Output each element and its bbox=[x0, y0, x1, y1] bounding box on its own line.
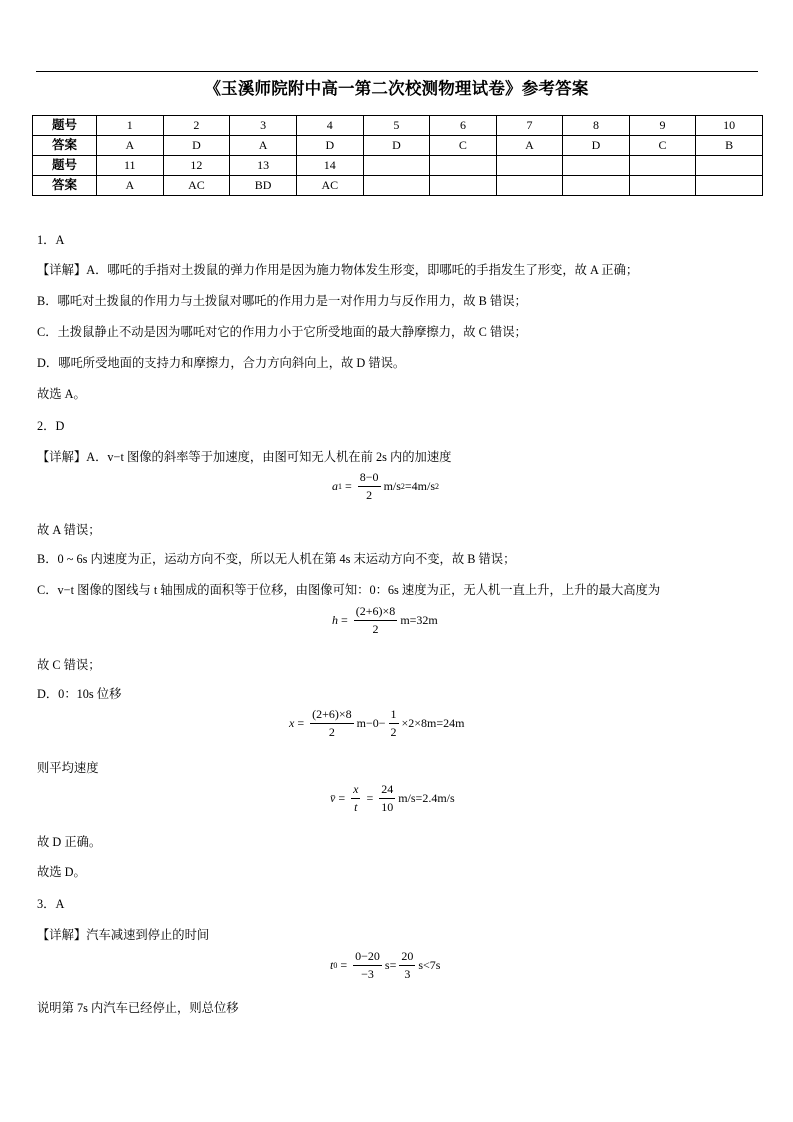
fraction-bar bbox=[389, 723, 399, 724]
denominator: 2 bbox=[390, 724, 397, 739]
fraction-bar bbox=[379, 798, 395, 799]
fraction-bar bbox=[310, 723, 354, 724]
question-number bbox=[563, 156, 630, 176]
fraction bbox=[379, 783, 395, 813]
fraction-bar bbox=[399, 965, 415, 966]
formula-unit: m/s bbox=[383, 478, 401, 493]
numerator: x bbox=[353, 782, 359, 796]
numerator: 0−20 bbox=[355, 949, 380, 963]
answer-cell: C bbox=[629, 136, 696, 156]
question-number: 8 bbox=[563, 116, 630, 136]
q1-heading: 1．A bbox=[37, 233, 65, 247]
fraction bbox=[353, 950, 382, 980]
row-header: 答案 bbox=[33, 136, 97, 156]
answer-cell: D bbox=[296, 136, 363, 156]
question-number bbox=[696, 156, 763, 176]
q2-formula-velocity bbox=[330, 783, 455, 813]
formula-eq: = bbox=[297, 715, 305, 730]
q2-heading: 2．D bbox=[37, 419, 65, 433]
answer-cell: AC bbox=[296, 176, 363, 196]
question-number: 7 bbox=[496, 116, 563, 136]
fraction-bar bbox=[353, 965, 382, 966]
q1-explanation-d: D．哪吒所受地面的支持力和摩擦力，合力方向斜向上，故 D 错误。 bbox=[37, 356, 406, 370]
question-number: 4 bbox=[296, 116, 363, 136]
q2-formula-acceleration bbox=[332, 471, 439, 501]
q3-formula-stop-time bbox=[330, 950, 440, 980]
answer-cell: A bbox=[230, 136, 297, 156]
q3-total-displacement-label: 说明第 7s 内汽车已经停止，则总位移 bbox=[37, 1001, 239, 1015]
question-number bbox=[496, 156, 563, 176]
formula-result: s<7s bbox=[418, 957, 441, 972]
answer-cell bbox=[696, 176, 763, 196]
table-row-answers-1 bbox=[33, 136, 763, 156]
denominator: t bbox=[354, 799, 358, 814]
q2-explanation-c: C．v−t 图像的图线与 t 轴围成的面积等于位移，由图像可知：0：6s 速度为正，无人机一直上升，上升的最大高度为 bbox=[37, 583, 661, 597]
answer-cell bbox=[629, 176, 696, 196]
q1-explanation-b: B．哪吒对土拨鼠的作用力与土拨鼠对哪吒的作用力是一对作用力与反作用力，故 B 错误； bbox=[37, 294, 527, 308]
document-title: 《玉溪师院附中高一第二次校测物理试卷》参考答案 bbox=[204, 79, 589, 98]
table-row-answers-2 bbox=[33, 176, 763, 196]
question-number bbox=[629, 156, 696, 176]
formula-lhs: v̄ bbox=[330, 790, 336, 805]
q2-explanation-a: 【详解】A．v−t 图像的斜率等于加速度，由图可知无人机在前 2s 内的加速度 bbox=[37, 450, 452, 464]
answer-cell: A bbox=[96, 176, 163, 196]
question-number: 9 bbox=[629, 116, 696, 136]
row-header: 题号 bbox=[33, 116, 97, 136]
answer-cell: D bbox=[563, 136, 630, 156]
answer-cell: A bbox=[96, 136, 163, 156]
formula-lhs-sub: 0 bbox=[333, 960, 338, 970]
q2-conclusion: 故选 D。 bbox=[37, 865, 86, 879]
denominator: 10 bbox=[381, 799, 394, 814]
question-number: 5 bbox=[363, 116, 430, 136]
fraction bbox=[358, 471, 381, 501]
answer-cell: D bbox=[363, 136, 430, 156]
fraction-bar bbox=[351, 798, 360, 799]
fraction bbox=[354, 605, 398, 635]
question-number: 13 bbox=[230, 156, 297, 176]
row-header: 答案 bbox=[33, 176, 97, 196]
answer-table bbox=[32, 115, 763, 196]
question-number bbox=[430, 156, 497, 176]
q1-explanation-c: C．土拨鼠静止不动是因为哪吒对它的作用力小于它所受地面的最大静摩擦力，故 C 错误； bbox=[37, 325, 527, 339]
q2-explanation-b: B．0 ~ 6s 内速度为正，运动方向不变，所以无人机在第 4s 末运动方向不变，故 B 错误； bbox=[37, 552, 516, 566]
formula-lhs-sub: 1 bbox=[338, 481, 342, 491]
answer-cell: BD bbox=[230, 176, 297, 196]
fraction bbox=[351, 783, 360, 813]
question-number: 1 bbox=[96, 116, 163, 136]
denominator: 2 bbox=[328, 724, 335, 739]
table-row-numbers-1 bbox=[33, 116, 763, 136]
question-number bbox=[363, 156, 430, 176]
formula-eq: = bbox=[345, 478, 352, 493]
formula-eq: = bbox=[338, 790, 346, 805]
question-number: 10 bbox=[696, 116, 763, 136]
q2-formula-height bbox=[332, 605, 438, 635]
denominator: 3 bbox=[404, 966, 411, 981]
answer-cell: A bbox=[496, 136, 563, 156]
fraction bbox=[389, 708, 399, 738]
answer-cell: C bbox=[430, 136, 497, 156]
formula-lhs: x bbox=[289, 715, 295, 730]
question-number: 6 bbox=[430, 116, 497, 136]
q2-a-verdict: 故 A 错误； bbox=[37, 523, 101, 537]
numerator: (2+6)×8 bbox=[312, 707, 352, 721]
formula-lhs: h bbox=[332, 612, 338, 627]
numerator: (2+6)×8 bbox=[355, 604, 396, 618]
q3-heading: 3．A bbox=[37, 897, 65, 911]
q2-formula-displacement bbox=[289, 708, 465, 738]
q2-d-verdict: 故 D 正确。 bbox=[37, 835, 102, 849]
answer-cell bbox=[430, 176, 497, 196]
fraction-bar bbox=[358, 486, 381, 487]
question-number: 11 bbox=[96, 156, 163, 176]
row-header: 题号 bbox=[33, 156, 97, 176]
unit-sup: 2 bbox=[400, 481, 405, 491]
question-number: 2 bbox=[163, 116, 230, 136]
fraction-bar bbox=[354, 620, 398, 621]
question-number: 14 bbox=[296, 156, 363, 176]
numerator: 1 bbox=[390, 707, 397, 721]
answer-cell bbox=[496, 176, 563, 196]
answer-cell: B bbox=[696, 136, 763, 156]
fraction bbox=[310, 708, 354, 738]
denominator: −3 bbox=[361, 966, 374, 981]
numerator: 24 bbox=[381, 782, 394, 796]
question-number: 3 bbox=[230, 116, 297, 136]
fraction bbox=[399, 950, 415, 980]
formula-result: ×2×8m=24m bbox=[401, 715, 465, 730]
formula-lhs: t bbox=[330, 957, 334, 972]
formula-mid: m−0− bbox=[356, 715, 386, 730]
formula-result: m/s=2.4m/s bbox=[398, 790, 455, 805]
question-number: 12 bbox=[163, 156, 230, 176]
formula-eq: = bbox=[340, 957, 348, 972]
denominator: 2 bbox=[372, 621, 379, 636]
numerator: 8−0 bbox=[359, 470, 379, 484]
q2-average-velocity-label: 则平均速度 bbox=[37, 761, 99, 775]
header-rule bbox=[36, 71, 758, 72]
numerator: 20 bbox=[401, 949, 414, 963]
formula-eq: = bbox=[341, 612, 348, 627]
q1-explanation-a: 【详解】A．哪吒的手指对土拨鼠的弹力作用是因为施力物体发生形变，即哪吒的手指发生了形变，故 A 正确； bbox=[37, 263, 639, 277]
q2-c-verdict: 故 C 错误； bbox=[37, 658, 101, 672]
formula-eq: = bbox=[366, 790, 374, 805]
result-sup: 2 bbox=[435, 481, 440, 491]
q3-explanation: 【详解】汽车减速到停止的时间 bbox=[37, 928, 210, 942]
formula-mid: s= bbox=[384, 957, 397, 972]
q1-conclusion: 故选 A。 bbox=[37, 387, 86, 401]
answer-cell: AC bbox=[163, 176, 230, 196]
formula-result: m=32m bbox=[400, 612, 438, 627]
answer-cell bbox=[363, 176, 430, 196]
table-row-numbers-2 bbox=[33, 156, 763, 176]
answer-cell bbox=[563, 176, 630, 196]
answer-cell: D bbox=[163, 136, 230, 156]
formula-lhs: a bbox=[332, 478, 338, 493]
denominator: 2 bbox=[366, 487, 373, 502]
formula-result: =4m/s bbox=[404, 478, 436, 493]
q2-explanation-d: D．0：10s 位移 bbox=[37, 687, 122, 701]
